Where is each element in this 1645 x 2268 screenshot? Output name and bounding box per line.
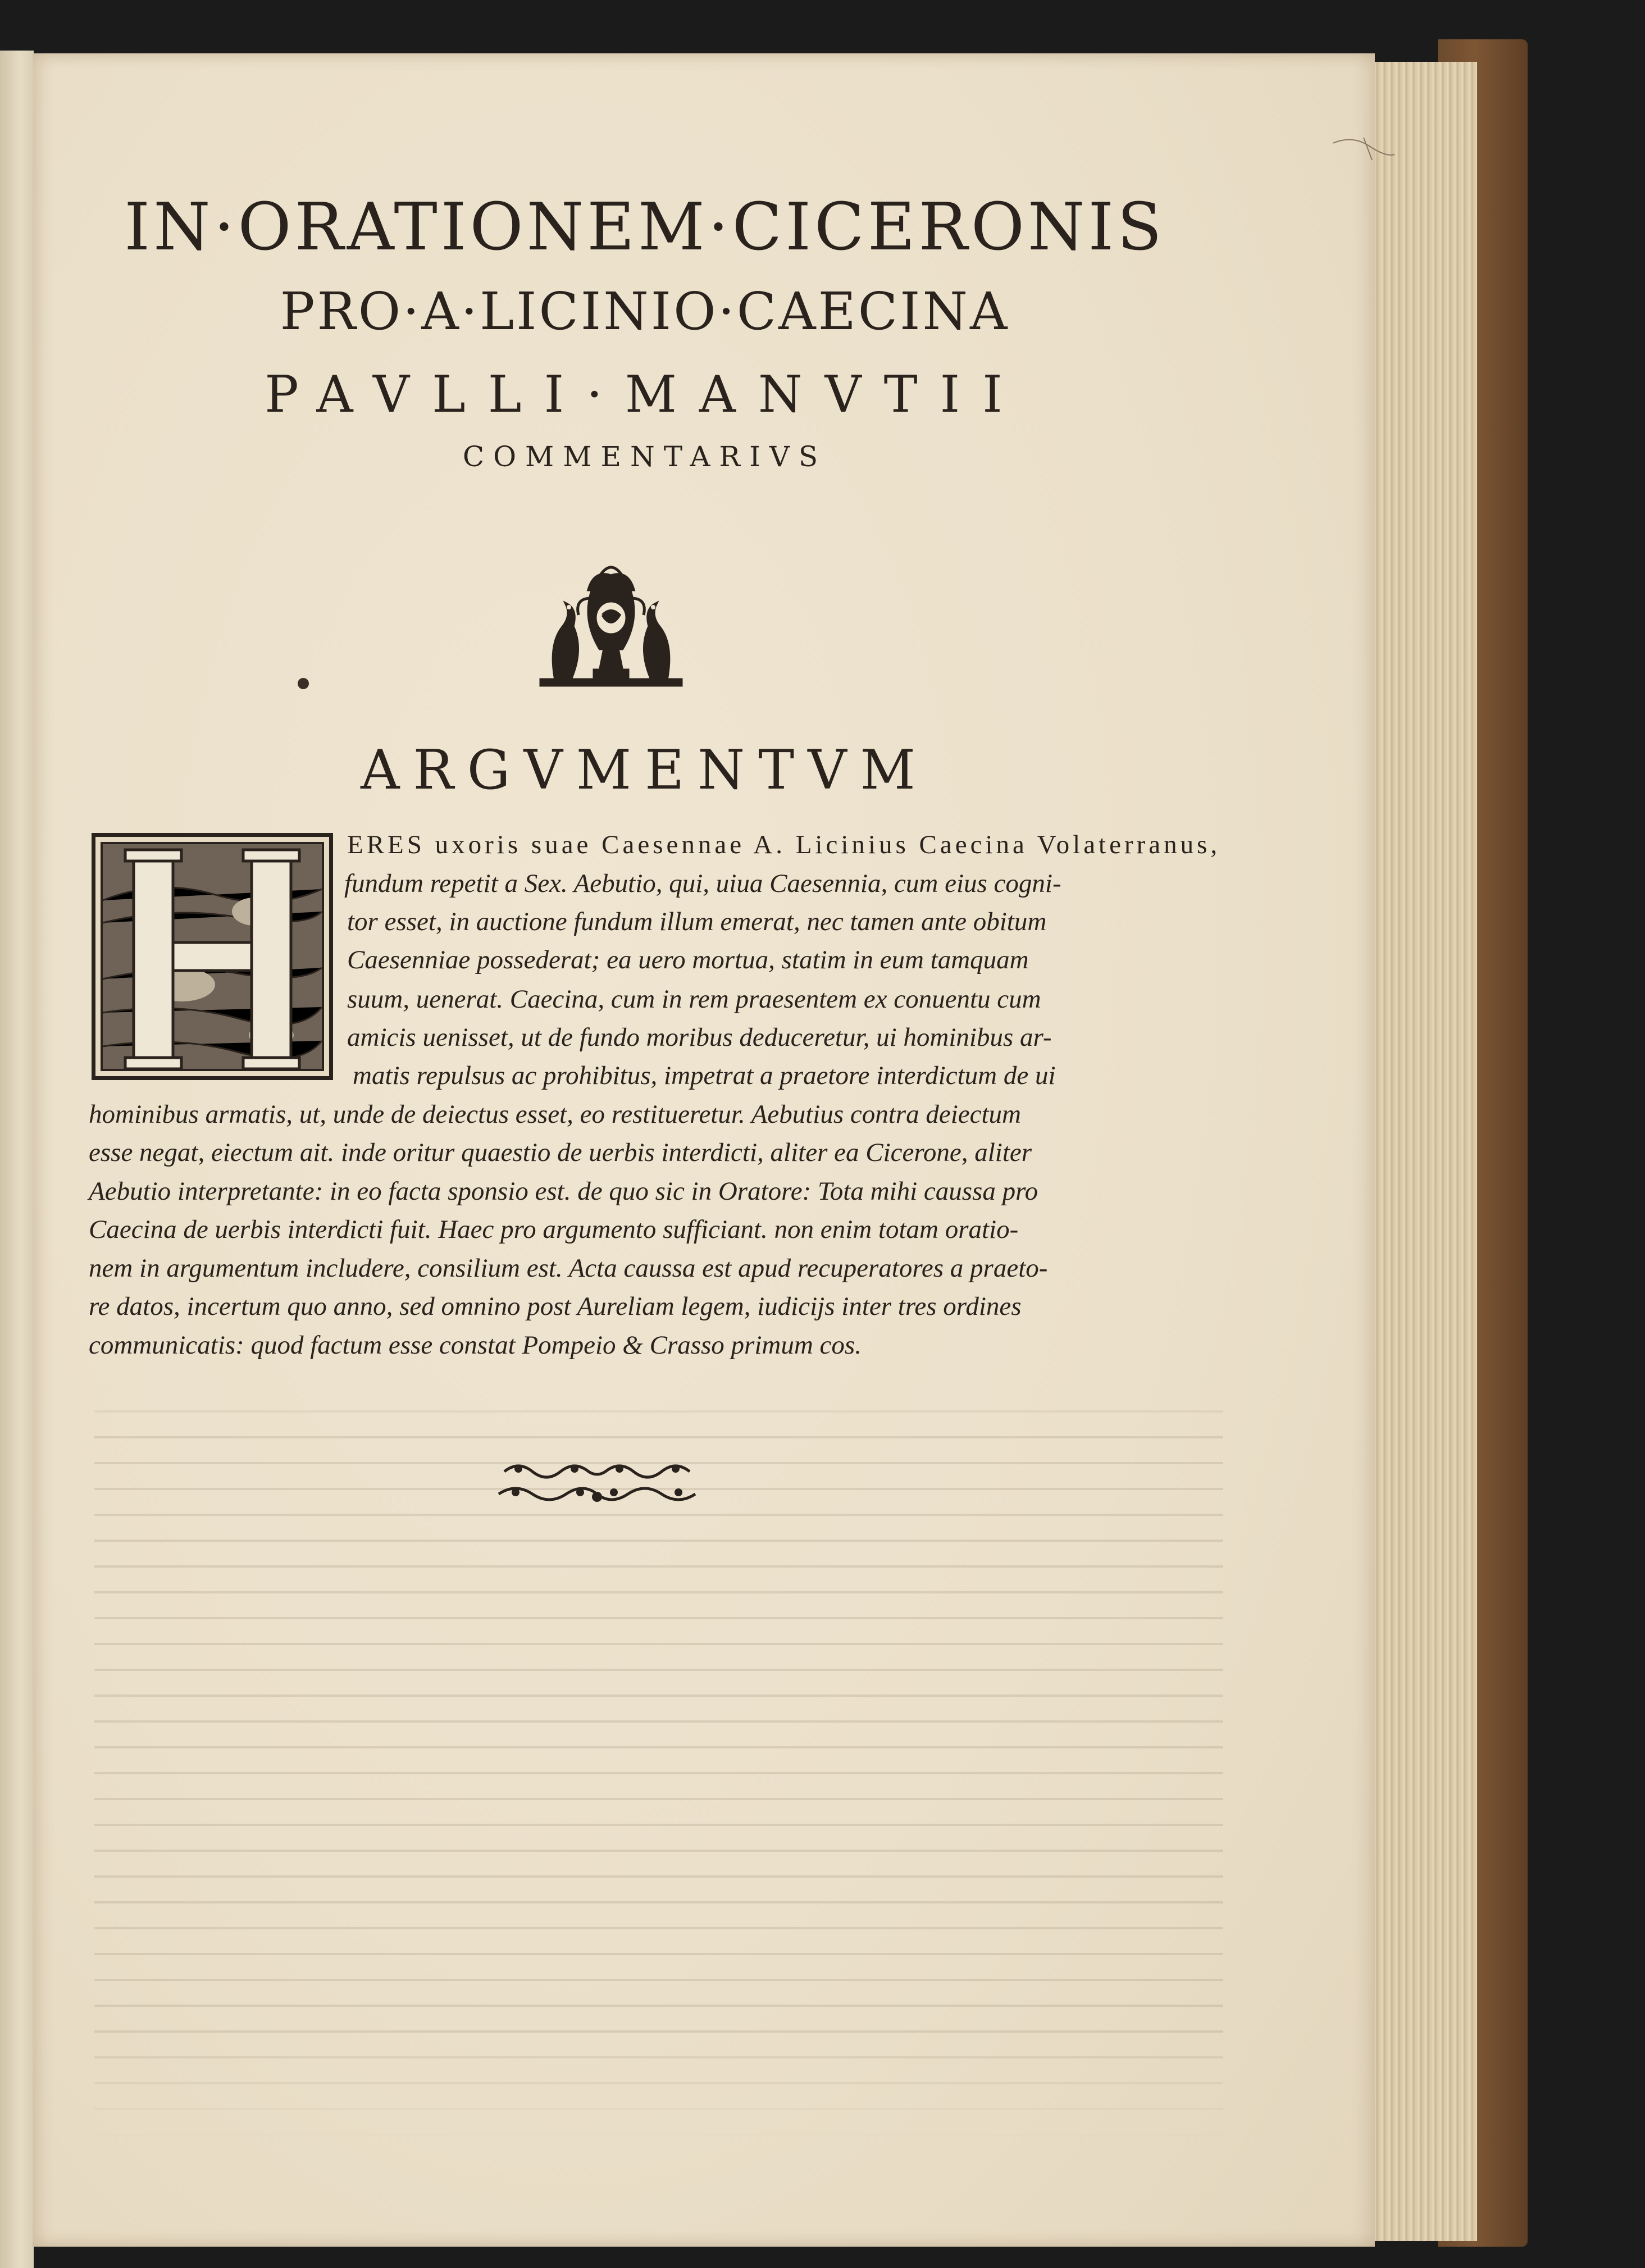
text-line: [347, 826, 1220, 864]
page-fore-edge: [1365, 62, 1477, 2241]
text-line-6: amicis uenisset, ut de fundo moribus deduceretur, ui hominibus ar-: [347, 1023, 1052, 1052]
corner-tear-mark: [1330, 132, 1397, 166]
title-line-1: IN·ORATIONEM·CICERONIS: [124, 189, 1165, 265]
text-line-10: Aebutio interpretante: in eo facta sponsio est. de quo sic in Oratore: Tota mihi caussa pro: [89, 1177, 1038, 1206]
title-line-2: PRO·A·LICINIO·CAECINA: [280, 281, 1010, 341]
book-page: [33, 53, 1375, 2247]
text-line-8: hominibus armatis, ut, unde de deiectus esset, eo restitueretur. Aebutius contra deiectum: [89, 1100, 1021, 1129]
text-line-9: esse negat, eiectum ait. inde oritur quaestio de uerbis interdicti, aliter ea Cicerone, aliter: [89, 1138, 1032, 1167]
text-line-13: re datos, incertum quo anno, sed omnino post Aureliam legem, iudicijs inter tres ordines: [89, 1292, 1022, 1321]
floral-ornament-icon: [493, 1458, 701, 1508]
text-line-12: nem in argumentum includere, consilium est. Acta caussa est apud recuperatores a praeto-: [89, 1254, 1048, 1283]
text-line-7: matis repulsus ac prohibitus, impetrat a praetore interdictum de ui: [353, 1061, 1056, 1090]
text-line-4: Caesenniae possederat; ea uero mortua, statim in eum tamquam: [347, 945, 1029, 974]
subtitle: COMMENTARIVS: [462, 440, 827, 473]
text-line-2: fundum repetit a Sex. Aebutio, qui, uiua Caesennia, cum eius cogni-: [344, 869, 1061, 898]
ink-spot: [298, 678, 309, 689]
author-line: PAVLLI·MANVTII: [265, 365, 1025, 424]
text-line-11: Caecina de uerbis interdicti fuit. Haec pro argumento sufficiant. non enim totam oratio-: [89, 1215, 1019, 1244]
text-line-1: ERES uxoris suae Caesennae A. Licinius Caecina Volaterranus,: [347, 830, 1221, 859]
text-line-5: suum, uenerat. Caecina, cum in rem praesentem ex conuentu cum: [347, 985, 1041, 1014]
section-heading: ARGVMENTVM: [361, 739, 929, 801]
title-block: [33, 183, 1257, 479]
text-line-3: tor esset, in auctione fundum illum emerat, nec tamen ante obitum: [347, 907, 1047, 936]
text-line-14: communicatis: quod factum esse constat Pompeio & Crasso primum cos.: [89, 1331, 862, 1360]
woodcut-initial-h-icon: [92, 833, 333, 1080]
urn-vignette-icon: [538, 559, 684, 688]
previous-page-edge: [0, 51, 34, 2268]
